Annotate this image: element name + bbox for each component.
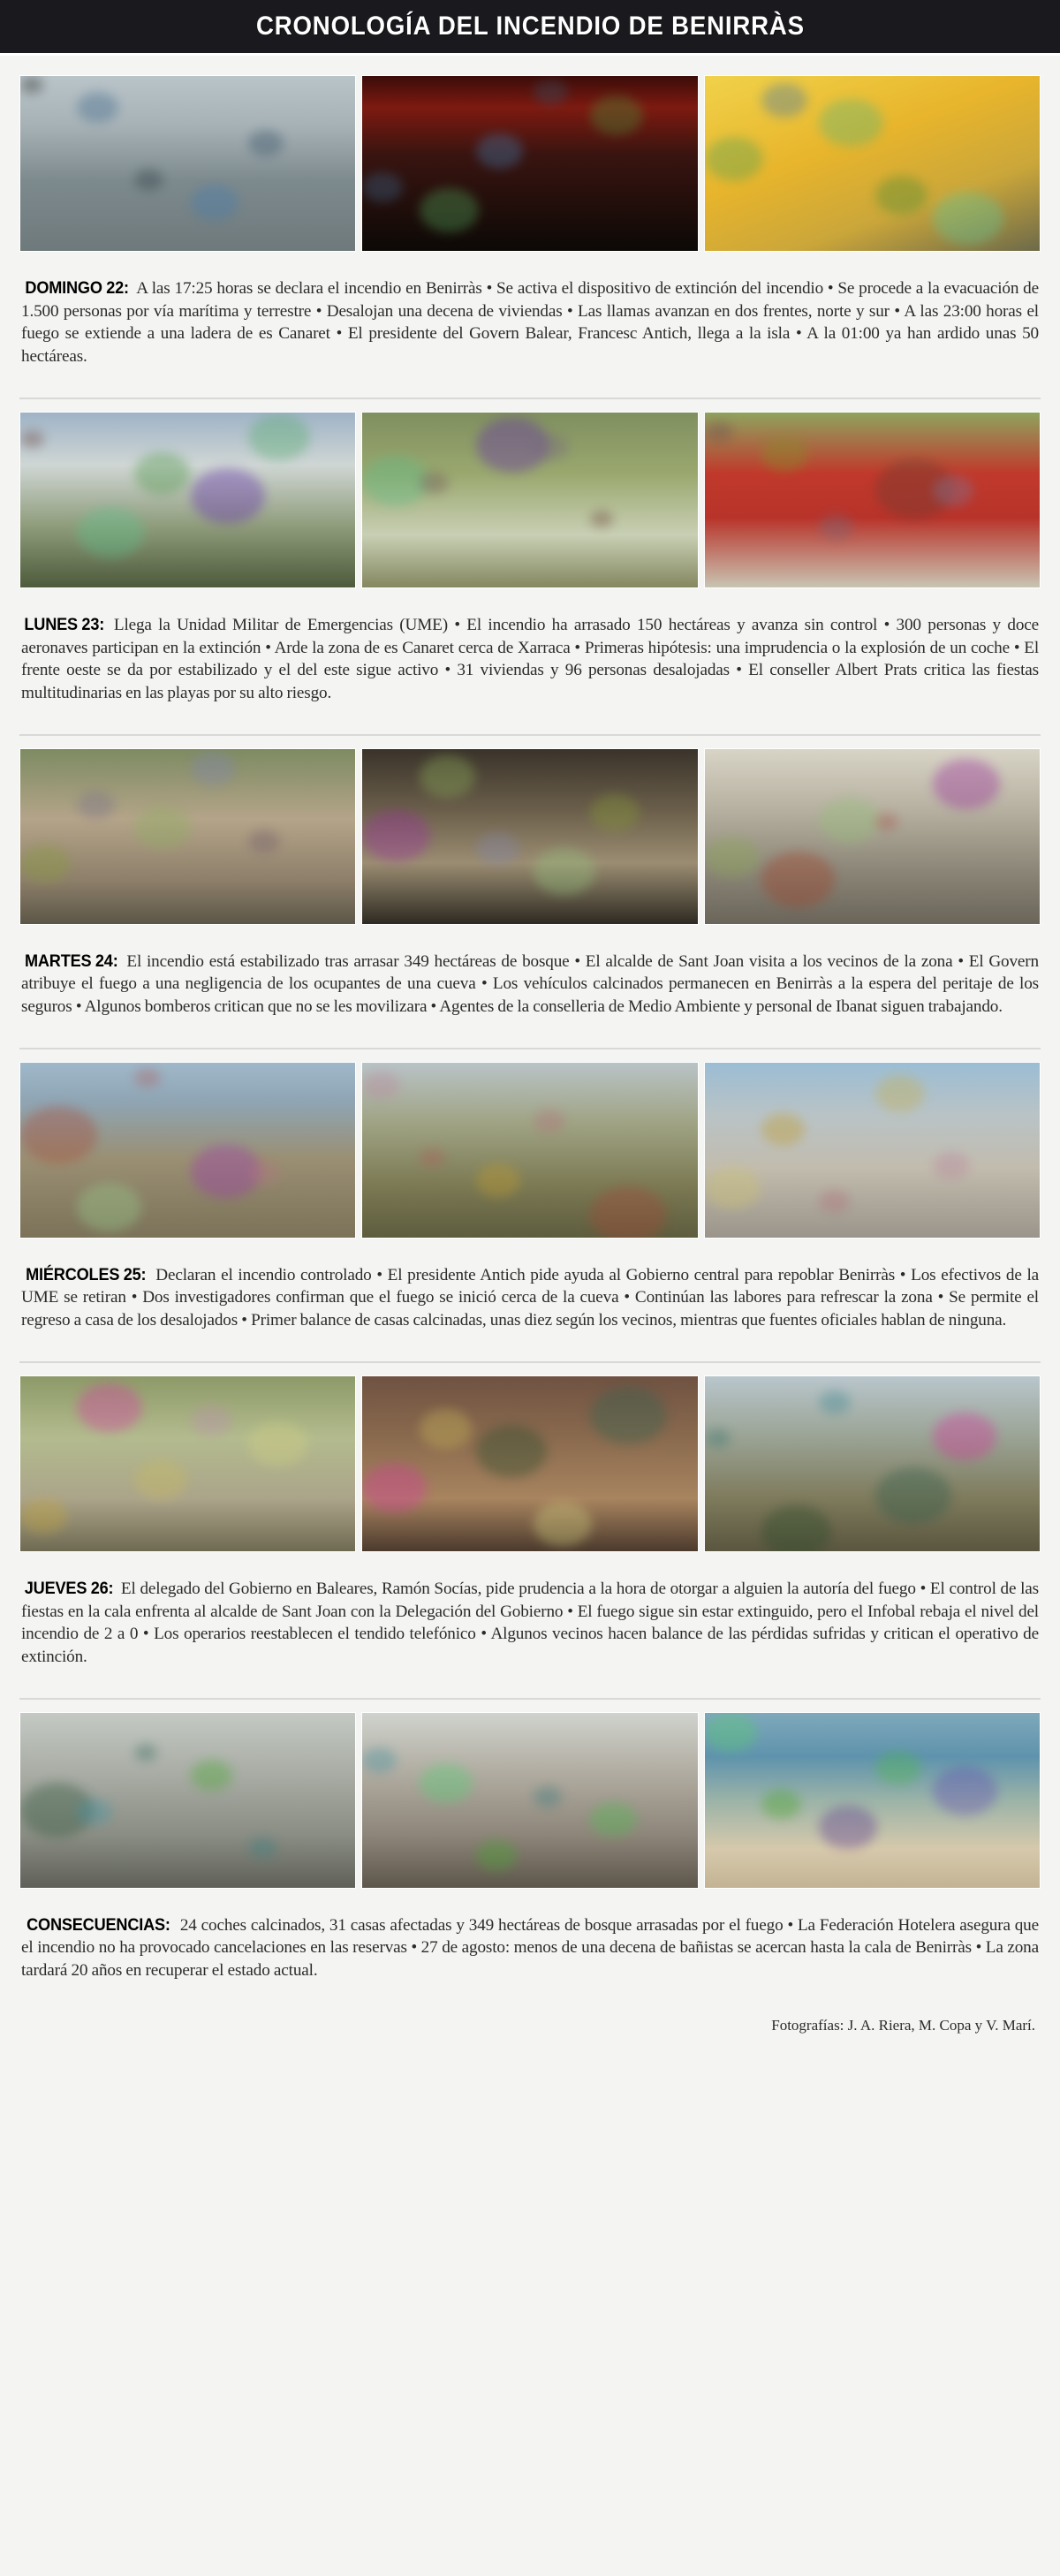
timeline-blocks [19, 75, 1041, 2008]
photo-man-with-microphones-outdoors [19, 1375, 356, 1552]
photo-benirras-cove-beach [704, 1712, 1041, 1889]
timeline-block [19, 75, 1041, 394]
photo-row [19, 1375, 1041, 1552]
photo-credit: Fotografías: J. A. Riera, M. Copa y V. Marí. [771, 2016, 1035, 2034]
day-label: MIÉRCOLES 25: [26, 1264, 147, 1284]
day-paragraph [19, 1905, 1041, 1986]
photo-night-fire-hillside [361, 75, 698, 252]
day-label: CONSECUENCIAS: [26, 1914, 170, 1935]
photo-cave-interior-debris [361, 748, 698, 925]
timeline-block [19, 1048, 1041, 1358]
content-board [0, 53, 1060, 2576]
day-paragraph [19, 942, 1041, 1022]
photo-smoke-column-forest [19, 412, 356, 588]
day-paragraph [19, 605, 1041, 708]
photo-row [19, 75, 1041, 252]
day-paragraph [19, 269, 1041, 371]
day-body-text: El incendio está estabilizado tras arrasar 349 hectáreas de bosque • El alcalde de Sant Joan visita a los vecinos de la zona • El Govern atribuye el fuego a una negligencia de los ocupantes de una cueva • Los vehículos calcinados permanecen en Benirràs a la espera del peritaje de los seguros • Algunos bomberos critican que no se les movilizara • Agentes de la conselleria de Medio Ambiente y personal de Ibanat siguen trabajando. [21, 951, 1039, 1016]
timeline-block [19, 1361, 1041, 1694]
day-label: JUEVES 26: [24, 1579, 114, 1598]
timeline-block [19, 398, 1041, 731]
day-paragraph [19, 1569, 1041, 1671]
photo-worker-repairing-phone-line [704, 1375, 1041, 1552]
photo-burned-cars-roadside [704, 748, 1041, 925]
day-label: DOMINGO 22: [25, 278, 129, 299]
photo-burnt-vehicle-wreck [19, 1712, 356, 1889]
photo-firefighters-briefing [704, 75, 1041, 252]
photo-beach-evacuation-boat [19, 75, 356, 252]
page-title: CRONOLOGÍA DEL INCENDIO DE BENIRRÀS [255, 11, 805, 41]
photo-burnt-house-ruins [361, 1712, 698, 1889]
day-label: LUNES 23: [24, 614, 105, 634]
photo-crowd-neighbours-meeting [19, 748, 356, 925]
photo-row [19, 412, 1041, 588]
day-paragraph [19, 1255, 1041, 1336]
photo-ume-troops-formation [704, 1062, 1041, 1239]
day-body-text: A las 17:25 horas se declara el incendio en Benirràs • Se activa el dispositivo de extinción del incendio • Se procede a la evacuación de 1.500 personas por vía marítima y terrestre • Desalojan una decena de viviendas • Las llamas avanzan en dos frentes, norte y sur • A las 23:00 horas el fuego se extiende a una ladera de es Canaret • El presidente del Govern Balear, Francesc Antich, llega a la isla • A la 01:00 ya han ardido unas 50 hectáreas. [21, 279, 1039, 366]
photo-row [19, 748, 1041, 925]
day-label: MARTES 24: [24, 951, 118, 971]
photo-man-interviewed-microphones [361, 412, 698, 588]
day-body-text: Llega la Unidad Militar de Emergencias (UME) • El incendio ha arrasado 150 hectáreas y avanza sin control • 300 personas y doce aeronaves participan en la extinción • Arde la zona de es Canaret cerca de Xarraca • Primeras hipótesis: una imprudencia o la explosión de un coche • El frente oeste se da por estabilizado y el del este sigue activo • 31 viviendas y 96 personas desalojadas • El conseller Albert Prats critica las fiestas multitudinarias en las playas por su alto riesgo. [21, 615, 1039, 702]
photo-press-conference-table [361, 1375, 698, 1552]
day-body-text: 24 coches calcinados, 31 casas afectadas y 349 hectáreas de bosque arrasadas por el fuego • La Federación Hotelera asegura que el incendio no ha provocado cancelaciones en las reservas • 27 de agosto: menos de una decena de bañistas se acercan hasta la cala de Benirràs • La zona tardará 20 años en recuperar el estado actual. [21, 1915, 1039, 1980]
content-inner [14, 70, 1046, 2042]
photo-burned-coastline-aerial [19, 1062, 356, 1239]
header-bar [0, 0, 1060, 53]
photo-row [19, 1062, 1041, 1239]
photo-fire-trucks-ume [704, 412, 1041, 588]
timeline-block [19, 1698, 1041, 2008]
day-body-text: Declaran el incendio controlado • El presidente Antich pide ayuda al Gobierno central para repoblar Benirràs • Los efectivos de la UME se retiran • Dos investigadores confirman que el fuego se inició cerca de la cueva • Continúan las labores para refrescar la zona • Se permite el regreso a casa de los desalojados • Primer balance de casas calcinadas, unas diez según los vecinos, mientras que fuentes oficiales hablan de ninguna. [21, 1265, 1039, 1330]
timeline-block [19, 734, 1041, 1044]
photo-row [19, 1712, 1041, 1889]
day-body-text: El delegado del Gobierno en Baleares, Ramón Socías, pide prudencia a la hora de otorgar a alguien la autoría del fuego • El control de las fiestas en la cala enfrenta al alcalde de Sant Joan con la Delegación del Gobierno • El fuego sigue sin estar extinguido, pero el Infobal rebaja el nivel del incendio de 2 a 0 • Los operarios reestablecen el tendido telefónico • Algunos vecinos hacen balance de las pérdidas sufridas y critican el operativo de extinción. [21, 1580, 1039, 1666]
photo-water-bomber-plane [361, 1062, 698, 1239]
